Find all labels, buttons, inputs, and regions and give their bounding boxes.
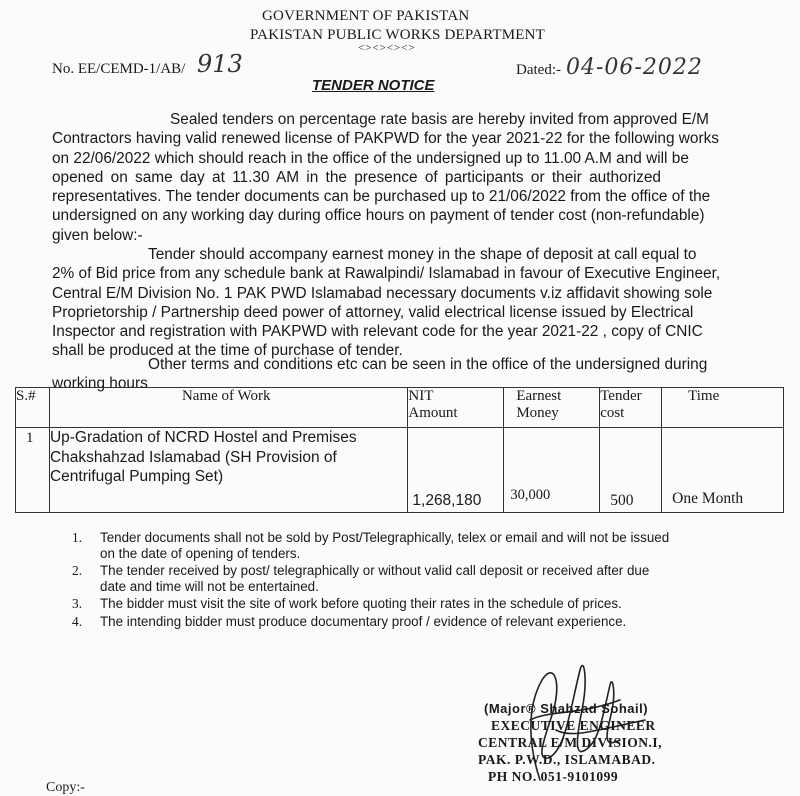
works-table	[15, 387, 784, 513]
date-handwritten: 04-06-2022	[566, 55, 703, 80]
list-item	[52, 563, 732, 594]
list-text-line: Tender documents shall not be sold by Post/Telegraphically, telex or email and will not be issued	[100, 530, 670, 545]
list-item	[52, 530, 732, 561]
ornament-divider: <><><><>	[358, 42, 416, 54]
paragraph-line: 2% of Bid price from any schedule bank at Rawalpindi/ Islamabad in favour of Executive Engineer,	[52, 265, 721, 283]
list-text-line: The bidder must visit the site of work before quoting their rates in the schedule of prices.	[100, 596, 622, 611]
earnest-money-value: 30,000	[510, 487, 551, 503]
signatory-phone: PH NO. 051-9101099	[488, 769, 619, 784]
header-tender-line2: cost	[600, 405, 625, 421]
header-nit-line1: NIT	[408, 388, 434, 404]
header-nit-line2: Amount	[408, 405, 458, 421]
tender-cost-value: 500	[610, 492, 634, 509]
list-number: 1.	[72, 530, 83, 545]
table-row	[16, 428, 784, 513]
header-earnest-line2: Money	[516, 405, 559, 421]
header-nit-amount	[408, 388, 504, 428]
copy-to-label: Copy:-	[46, 780, 85, 795]
paragraph-line: Proprietorship / Partnership deed power of attorney, valid electrical license issued by Electrical	[52, 303, 694, 321]
header-tender-cost	[600, 388, 662, 428]
header-earnest-line1: Earnest	[516, 388, 562, 404]
cell-earnest-money	[504, 428, 600, 513]
cell-sno: 1	[16, 428, 50, 513]
table-header-row	[16, 388, 784, 428]
header-tender-line1: Tender	[600, 388, 642, 404]
notice-title: TENDER NOTICE	[312, 77, 435, 94]
header-time: Time	[662, 388, 784, 428]
paragraph-line: Inspector and registration with PAKPWD with relevant code for the year 2021-22 , copy of CNIC	[52, 323, 703, 341]
list-number: 2.	[72, 563, 83, 578]
paragraph-line: given below:-	[52, 226, 143, 244]
list-item	[52, 596, 732, 612]
signatory-division: CENTRAL E/M DIVISION.I,	[478, 735, 663, 750]
list-text-line: date and time will not be entertained.	[100, 578, 319, 594]
reference-number-handwritten: 913	[197, 50, 243, 78]
signatory-organization: PAK. P.W.D., ISLAMABAD.	[478, 752, 656, 767]
cell-nit-amount	[408, 428, 504, 513]
header-earnest-money	[504, 388, 600, 428]
list-text-line: The tender received by post/ telegraphically or without valid call deposit or received after due	[100, 563, 650, 578]
conditions-list	[52, 530, 732, 631]
header-name-of-work: Name of Work	[49, 388, 407, 428]
paragraph-line: on 22/06/2022 which should reach in the office of the undersigned up to 11.00 A.M and will be	[52, 149, 689, 167]
paragraph-line: Other terms and conditions etc can be seen in the office of the undersigned during	[148, 356, 708, 373]
cell-work-name: Up-Gradation of NCRD Hostel and Premises Chakshahzad Islamabad (SH Provision of Centrifugal Pumping Set)	[49, 428, 407, 513]
paragraph-line: opened on same day at 11.30 AM in the presence of participants or their authorized	[52, 168, 661, 186]
dated-label: Dated:-	[516, 62, 561, 78]
paragraph-invitation	[52, 110, 736, 245]
government-title: GOVERNMENT OF PAKISTAN	[262, 8, 470, 24]
paragraph-line: representatives. The tender documents can be purchased up to 21/06/2022 from the office of the	[52, 188, 711, 206]
paragraph-line: working hours	[52, 375, 148, 393]
signatory-name: (Major® Shahzad Sohail)	[484, 701, 649, 716]
list-item	[52, 614, 732, 630]
paragraph-line: Tender should accompany earnest money in the shape of deposit at call equal to	[148, 246, 697, 263]
paragraph-line: Central E/M Division No. 1 PAK PWD Islamabad necessary documents v.iz affidavit showing sole	[52, 284, 713, 302]
cell-tender-cost	[600, 428, 662, 513]
list-text-line: on the date of opening of tenders.	[100, 545, 301, 561]
cell-time	[662, 428, 784, 513]
header-sno: S.#	[16, 388, 50, 428]
nit-amount-value: 1,268,180	[412, 492, 482, 509]
signatory-designation: EXECUTIVE ENGINEER	[491, 718, 656, 733]
paragraph-line: Contractors having valid renewed license of PAKPWD for the year 2021-22 for the following works	[52, 130, 719, 148]
paragraph-line: shall be produced at the time of purchase of tender.	[52, 342, 403, 360]
department-title: PAKISTAN PUBLIC WORKS DEPARTMENT	[250, 27, 546, 43]
list-text-line: The intending bidder must produce documentary proof / evidence of relevant experience.	[100, 613, 627, 629]
list-number: 4.	[72, 613, 83, 629]
paragraph-line: Sealed tenders on percentage rate basis are hereby invited from approved E/M	[170, 111, 709, 128]
paragraph-line: undersigned on any working day during office hours on payment of tender cost (non-refundable)	[52, 207, 705, 225]
reference-number-label: No. EE/CEMD-1/AB/	[52, 61, 186, 77]
time-value: One Month	[672, 490, 744, 507]
list-number: 3.	[72, 596, 83, 611]
paragraph-earnest-money	[52, 245, 736, 361]
